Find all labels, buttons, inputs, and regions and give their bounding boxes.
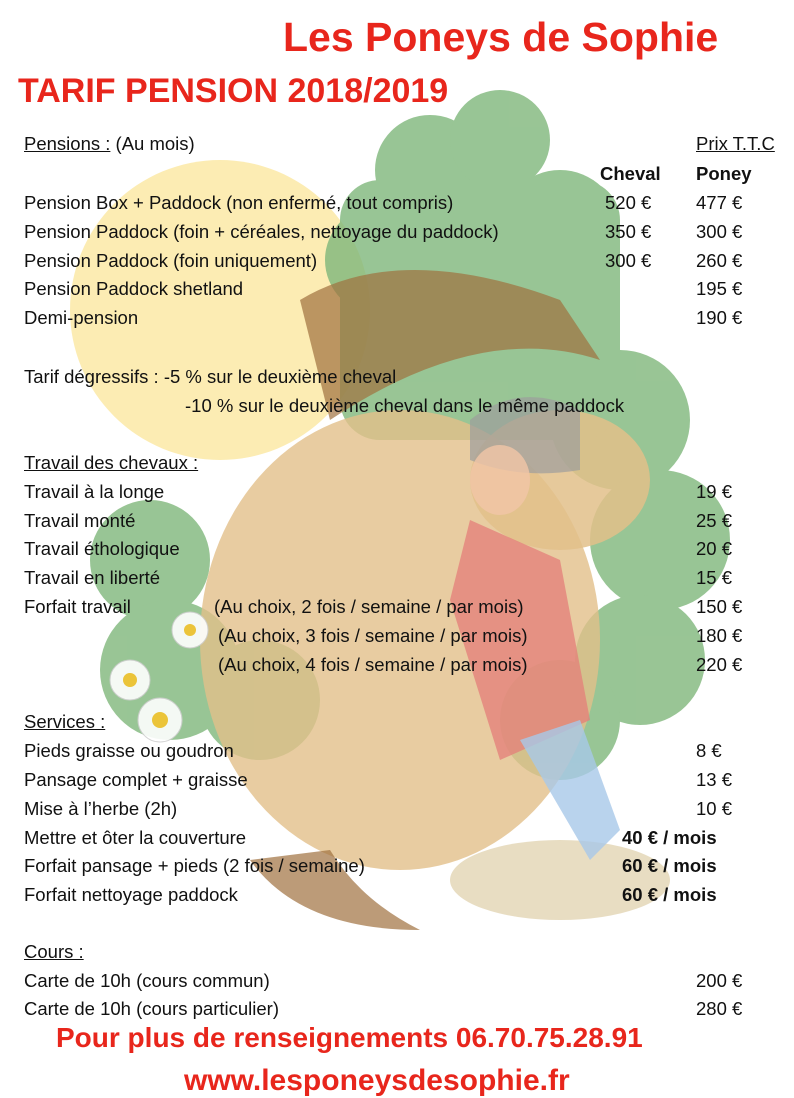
service-row-price: 10 € — [696, 798, 733, 819]
cours-row-price: 280 € — [696, 998, 743, 1019]
forfait-detail: (Au choix, 3 fois / semaine / par mois) — [218, 625, 528, 646]
service-row-price: 60 € / mois — [622, 884, 717, 905]
pension-row-cheval: 300 € — [605, 250, 652, 271]
contact-phone: Pour plus de renseignements 06.70.75.28.91 — [56, 1022, 643, 1053]
col-header-poney: Poney — [696, 163, 752, 184]
travail-row-price: 20 € — [696, 538, 733, 559]
service-row-label: Pansage complet + graisse — [24, 769, 248, 790]
services-title: Services : — [24, 711, 106, 732]
pension-row-poney: 260 € — [696, 250, 743, 271]
pension-row-label: Pension Paddock (foin uniquement) — [24, 250, 318, 271]
degressive-line-2: -10 % sur le deuxième cheval dans le même paddock — [185, 395, 625, 416]
degressive-line-1: -5 % sur le deuxième cheval — [163, 366, 397, 387]
service-row-label: Mettre et ôter la couverture — [24, 827, 247, 848]
forfait-price: 180 € — [696, 625, 743, 646]
travail-row-price: 19 € — [696, 481, 733, 502]
degressive-label — [24, 366, 396, 388]
page-title: TARIF PENSION 2018/2019 — [18, 72, 449, 110]
pension-row-poney: 300 € — [696, 221, 743, 242]
pension-row-cheval: 350 € — [605, 221, 652, 242]
cours-row-label: Carte de 10h (cours commun) — [24, 970, 270, 991]
pension-row-label: Pension Box + Paddock (non enfermé, tout compris) — [24, 192, 454, 213]
degressive-label-text: Tarif dégressifs : — [24, 366, 159, 387]
service-row-label: Pieds graisse ou goudron — [24, 740, 234, 761]
cours-title: Cours : — [24, 941, 84, 962]
forfait-detail: (Au choix, 4 fois / semaine / par mois) — [218, 654, 528, 675]
forfait-price: 150 € — [696, 596, 743, 617]
travail-row-label: Travail éthologique — [24, 538, 180, 559]
travail-row-label: Travail monté — [24, 510, 136, 531]
pension-row-cheval: 520 € — [605, 192, 652, 213]
pensions-subtitle: (Au mois) — [115, 133, 195, 154]
pensions-title: Pensions : — [24, 133, 111, 154]
cours-row-price: 200 € — [696, 970, 743, 991]
service-row-label: Mise à l’herbe (2h) — [24, 798, 178, 819]
forfait-travail-label: Forfait travail — [24, 596, 131, 617]
travail-row-label: Travail en liberté — [24, 567, 161, 588]
brand-title: Les Poneys de Sophie — [283, 14, 719, 60]
price-header: Prix T.T.C — [696, 133, 775, 154]
service-row-price: 60 € / mois — [622, 855, 717, 876]
cours-row-label: Carte de 10h (cours particulier) — [24, 998, 279, 1019]
service-row-price: 8 € — [696, 740, 722, 761]
pensions-section-header — [24, 133, 195, 155]
travail-title: Travail des chevaux : — [24, 452, 199, 473]
pension-row-poney: 190 € — [696, 307, 743, 328]
pension-row-label: Pension Paddock shetland — [24, 278, 244, 299]
pension-row-label: Pension Paddock (foin + céréales, nettoyage du paddock) — [24, 221, 499, 242]
forfait-price: 220 € — [696, 654, 743, 675]
travail-row-price: 25 € — [696, 510, 733, 531]
pension-row-label: Demi-pension — [24, 307, 139, 328]
service-row-price: 40 € / mois — [622, 827, 717, 848]
travail-row-price: 15 € — [696, 567, 733, 588]
website-link[interactable]: www.lesponeysdesophie.fr — [184, 1064, 570, 1097]
service-row-price: 13 € — [696, 769, 733, 790]
pension-row-poney: 195 € — [696, 278, 743, 299]
service-row-label: Forfait nettoyage paddock — [24, 884, 238, 905]
col-header-cheval: Cheval — [600, 163, 661, 184]
forfait-detail: (Au choix, 2 fois / semaine / par mois) — [214, 596, 524, 617]
travail-row-label: Travail à la longe — [24, 481, 165, 502]
pension-row-poney: 477 € — [696, 192, 743, 213]
service-row-label: Forfait pansage + pieds (2 fois / semaine) — [24, 855, 365, 876]
